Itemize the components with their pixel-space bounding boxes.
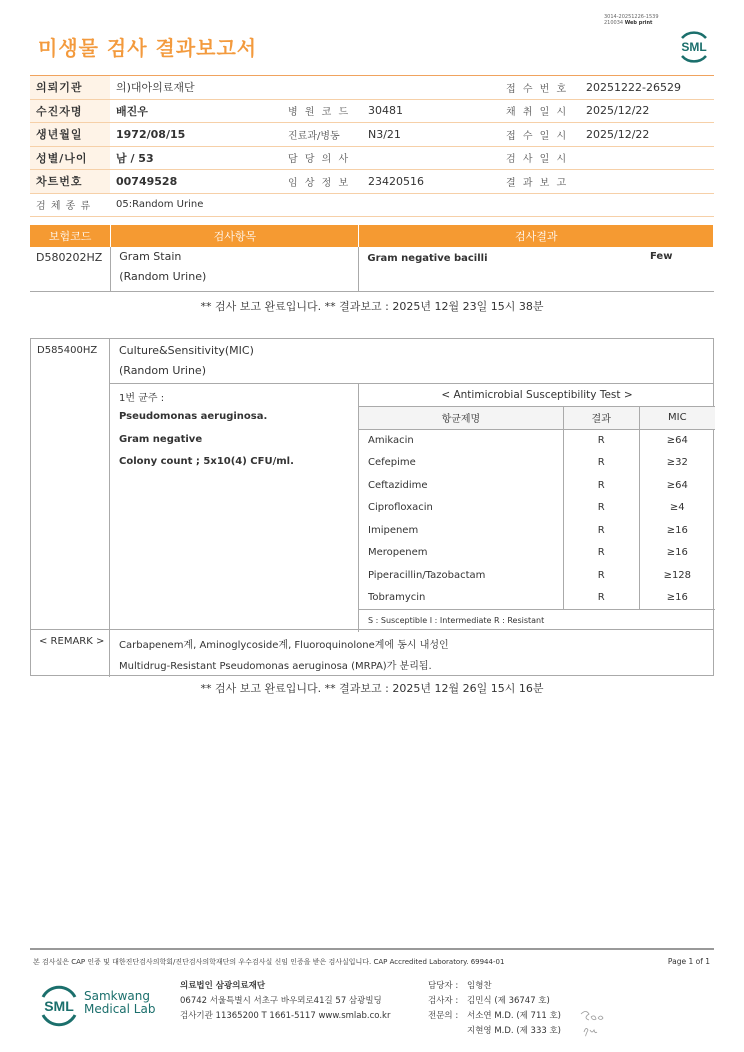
drug-mic: ≥32 <box>639 452 715 475</box>
value-requester: 의)대아의료재단 <box>110 76 500 100</box>
value-collect-date: 2025/12/22 <box>580 99 714 123</box>
culture-code: D585400HZ <box>37 345 98 356</box>
label-patient-name: 수진자명 <box>30 99 110 123</box>
drug-mic: ≥16 <box>639 519 715 542</box>
drug-mic: ≥64 <box>639 474 715 497</box>
lab-name <box>84 990 155 1016</box>
table-row <box>359 497 716 520</box>
staff-role: 담당자 : <box>428 981 459 991</box>
header-code: 보험코드 <box>30 225 111 247</box>
value-birth: 1972/08/15 <box>110 123 282 147</box>
label-sex-age: 성별/나이 <box>30 146 110 170</box>
label-department: 진료과/병동 <box>282 123 362 147</box>
header-item: 검사항목 <box>111 225 359 247</box>
ast-header-drug: 항균제명 <box>359 407 564 430</box>
staff-role <box>428 1024 458 1039</box>
drug-name: Imipenem <box>359 519 564 542</box>
gram-stain-table <box>30 225 714 292</box>
drug-result: R <box>563 474 639 497</box>
svg-text:SML: SML <box>44 998 74 1014</box>
value-patient-name: 배진우 <box>110 99 282 123</box>
drug-name: Amikacin <box>359 429 564 452</box>
value-report <box>580 170 714 194</box>
gram-item <box>111 247 359 292</box>
staff-names <box>467 979 561 1039</box>
drug-name: Meropenem <box>359 542 564 565</box>
culture-item-name: Culture&Sensitivity(MIC) <box>119 344 254 357</box>
info-row <box>30 146 714 170</box>
staff-name: 김민식 (제 36747 호) <box>467 996 550 1006</box>
gram-code: D580202HZ <box>30 247 111 292</box>
signature-icon <box>578 1008 608 1040</box>
label-clinical-info: 임 상 정 보 <box>282 170 362 194</box>
label-birth: 생년월일 <box>30 123 110 147</box>
table-row <box>359 452 716 475</box>
label-chart-no: 차트번호 <box>30 170 110 194</box>
page-number: Page 1 of 1 <box>667 957 710 966</box>
value-receipt-no: 20251222-26529 <box>580 76 714 100</box>
report-complete-1: ** 검사 보고 완료입니다. ** 결과보고 : 2025년 12월 23일 15시 38분 <box>200 300 544 313</box>
ast-header-result: 결과 <box>563 407 639 430</box>
drug-result: R <box>563 564 639 587</box>
table-row <box>359 519 716 542</box>
value-receipt-date: 2025/12/22 <box>580 123 714 147</box>
drug-mic: ≥4 <box>639 497 715 520</box>
label-hospital-code: 병 원 코 드 <box>282 99 362 123</box>
table-row <box>359 542 716 565</box>
strain-label: 1번 균주 : <box>119 393 165 404</box>
org-contact: 검사기관 11365200 T 1661-5117 www.smlab.co.kr <box>180 1011 391 1021</box>
sml-logo-icon <box>674 26 714 66</box>
staff-name: 지현영 M.D. (제 333 호) <box>467 1026 562 1036</box>
remark-line1: Carbapenem계, Aminoglycoside계, Fluoroquinolone계에 동시 내성인 <box>119 640 449 651</box>
drug-result: R <box>563 542 639 565</box>
info-row <box>30 123 714 147</box>
drug-result: R <box>563 519 639 542</box>
stamp-line2: 210034 Web print <box>604 20 653 26</box>
drug-name: Cefepime <box>359 452 564 475</box>
org-address: 06742 서울특별시 서초구 바우뫼로41길 57 삼광빌딩 <box>180 996 382 1006</box>
lab-name-line2: Medical Lab <box>84 1002 156 1016</box>
ast-legend: S : Susceptible I : Intermediate R : Resistant <box>359 609 716 632</box>
value-test-date <box>580 146 714 170</box>
drug-mic: ≥64 <box>639 429 715 452</box>
value-chart-no: 00749528 <box>110 170 282 194</box>
table-row <box>359 474 716 497</box>
gram-result: Gram negative bacilli <box>367 253 488 264</box>
stamp-line1: 3014-20251226-1539 <box>604 14 659 20</box>
value-specimen: 05:Random Urine <box>110 193 714 217</box>
staff-name: 서소연 M.D. (제 711 호) <box>467 1011 562 1021</box>
ast-title: < Antimicrobial Susceptibility Test > <box>359 384 716 407</box>
drug-name: Ceftazidime <box>359 474 564 497</box>
ast-table <box>358 384 715 632</box>
ast-header-mic: MIC <box>639 407 715 430</box>
lab-name-line1: Samkwang <box>84 989 150 1003</box>
remark-label: < REMARK > <box>39 636 105 647</box>
drug-mic: ≥128 <box>639 564 715 587</box>
drug-result: R <box>563 497 639 520</box>
staff-role: 검사자 : <box>428 996 459 1006</box>
label-doctor: 담 당 의 사 <box>282 146 362 170</box>
footer-divider <box>30 948 714 950</box>
value-department: N3/21 <box>362 123 500 147</box>
patient-info-table <box>30 75 714 217</box>
staff-name: 임형찬 <box>467 981 492 991</box>
drug-name: Tobramycin <box>359 587 564 610</box>
label-collect-date: 채 취 일 시 <box>500 99 580 123</box>
info-row <box>30 99 714 123</box>
staff-roles <box>428 979 458 1039</box>
info-row <box>30 76 714 100</box>
footer-note: 본 검사실은 CAP 인증 및 대한진단검사의학회/진단검사의학재단의 우수검사실 신임 인증을 받은 검사실입니다. CAP Accredited Laboratory. 69944-01 <box>33 958 505 966</box>
drug-mic: ≥16 <box>639 587 715 610</box>
report-complete-2: ** 검사 보고 완료입니다. ** 결과보고 : 2025년 12월 26일 15시 16분 <box>200 682 544 695</box>
table-row <box>30 247 714 292</box>
org-name: 의료법인 삼광의료재단 <box>180 981 266 991</box>
label-receipt-no: 접 수 번 호 <box>500 76 580 100</box>
svg-text:SML: SML <box>681 40 707 54</box>
drug-result: R <box>563 452 639 475</box>
label-specimen: 검 체 종 류 <box>30 193 110 217</box>
organism-gram: Gram negative <box>119 434 203 445</box>
label-test-date: 검 사 일 시 <box>500 146 580 170</box>
ast-title-row <box>359 384 716 407</box>
table-header <box>30 225 714 247</box>
value-hospital-code: 30481 <box>362 99 500 123</box>
info-row <box>30 193 714 217</box>
gram-item-name: Gram Stain <box>119 250 182 263</box>
value-clinical-info: 23420516 <box>362 170 500 194</box>
gram-amount: Few <box>650 251 673 262</box>
label-receipt-date: 접 수 일 시 <box>500 123 580 147</box>
culture-item-specimen: (Random Urine) <box>119 364 206 377</box>
page-title: 미생물 검사 결과보고서 <box>38 36 258 60</box>
ast-legend-row <box>359 609 716 632</box>
drug-mic: ≥16 <box>639 542 715 565</box>
table-row <box>359 564 716 587</box>
staff-role: 전문의 : <box>428 1011 459 1021</box>
ast-header-row <box>359 407 716 430</box>
label-requester: 의뢰기관 <box>30 76 110 100</box>
label-report: 결 과 보 고 <box>500 170 580 194</box>
table-row <box>359 587 716 610</box>
drug-name: Ciprofloxacin <box>359 497 564 520</box>
colony-count: Colony count ; 5x10(4) CFU/ml. <box>119 456 294 467</box>
gram-item-specimen: (Random Urine) <box>119 270 207 283</box>
remark-line2: Multidrug-Resistant Pseudomonas aeruginosa (MRPA)가 분리됨. <box>119 661 432 672</box>
drug-name: Piperacillin/Tazobactam <box>359 564 564 587</box>
gram-result-cell <box>359 247 714 292</box>
info-row <box>30 170 714 194</box>
value-sex-age: 남 / 53 <box>110 146 282 170</box>
organism-name: Pseudomonas aeruginosa. <box>119 411 268 422</box>
print-stamp <box>604 14 659 26</box>
org-info <box>180 979 390 1024</box>
drug-result: R <box>563 429 639 452</box>
drug-result: R <box>563 587 639 610</box>
header-result: 검사결과 <box>359 225 714 247</box>
value-doctor <box>362 146 500 170</box>
table-row <box>359 429 716 452</box>
culture-section <box>30 338 714 676</box>
sml-footer-logo-icon <box>37 983 81 1027</box>
